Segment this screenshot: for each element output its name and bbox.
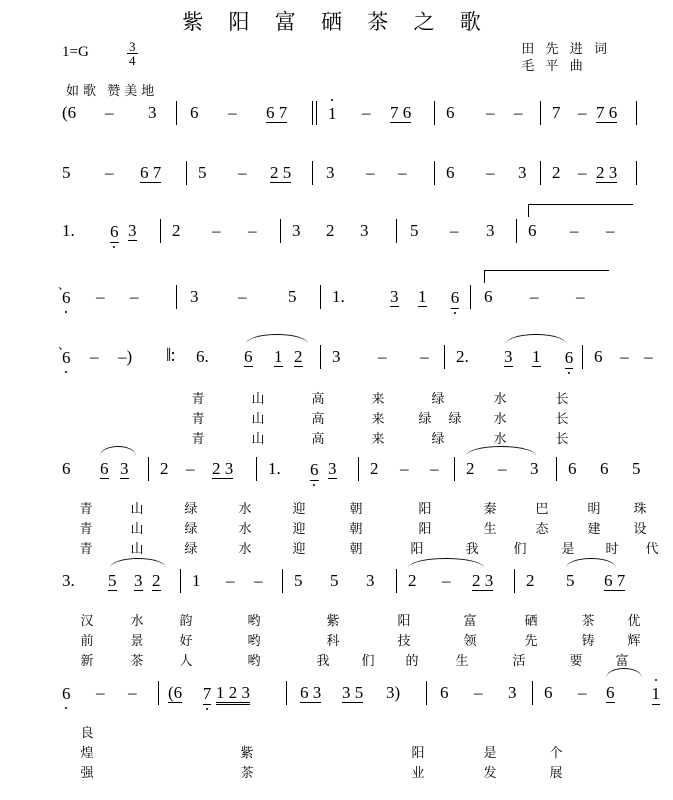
- time-signature: [127, 40, 138, 67]
- barline: [540, 161, 541, 185]
- breath-mark: 、: [58, 278, 71, 292]
- breath-mark: 、: [58, 338, 71, 352]
- slur: [566, 558, 616, 568]
- slur: [100, 446, 136, 456]
- tie-bracket: [484, 270, 609, 283]
- page-title: 紫 阳 富 硒 茶 之 歌: [182, 10, 491, 34]
- barline: [396, 569, 397, 593]
- time-signature-numerator: 3: [129, 39, 136, 54]
- barline: [312, 161, 313, 185]
- lyric-line-1: 青 山 绿 水 迎 朝 阳 秦 巴 明 珠: [79, 501, 647, 516]
- lyric-line-2: 青 山 绿 水 迎 朝 阳 生 态 建 设: [79, 521, 647, 536]
- barline: [256, 457, 257, 481]
- lyric-line-2: 前 景 好 哟 科 技 领 先 铸 辉: [80, 633, 641, 648]
- barline: [636, 101, 637, 125]
- credits: [521, 40, 611, 74]
- slur: [466, 446, 536, 456]
- barline: [186, 161, 187, 185]
- slur: [506, 334, 566, 344]
- lyric-line-3: 青 山 高 来 绿 水 长: [191, 431, 569, 446]
- barline: [434, 101, 435, 125]
- slur: [408, 558, 484, 568]
- system-6: 6 6 3 2 – 2 3 1. 6 3 2 – – 2 – 3 6 6 5: [0, 460, 673, 480]
- time-signature-denominator: 4: [129, 53, 136, 68]
- barline: [426, 681, 427, 705]
- barline: [532, 681, 533, 705]
- barline: [148, 457, 149, 481]
- barline: [540, 101, 541, 125]
- barline: [316, 101, 317, 125]
- barline: [282, 569, 283, 593]
- barline: [176, 101, 177, 125]
- barline: [312, 101, 313, 125]
- system-5: 、 6 – –) ‖: 6. 6 1 2 3 – – 2. 3 1 6 6 – –: [0, 348, 673, 368]
- lyric-line-3: 新 茶 人 哟 我 们 的 生 活 要 富: [80, 653, 629, 668]
- lyric-line-3: 强 茶 业 发 展: [80, 765, 563, 780]
- slur: [606, 668, 642, 678]
- barline: [454, 457, 455, 481]
- slur: [110, 558, 166, 568]
- barline: [176, 285, 177, 309]
- composer-credit: 毛 平 曲: [521, 58, 587, 73]
- barline: [280, 219, 281, 243]
- barline: [470, 285, 471, 309]
- barline: [158, 681, 159, 705]
- barline: [434, 161, 435, 185]
- barline: [556, 457, 557, 481]
- barline: [514, 569, 515, 593]
- barline: [636, 161, 637, 185]
- barline: [516, 219, 517, 243]
- barline: [180, 569, 181, 593]
- system-3: 1. 6 3 2 – – 3 2 3 5 – 3 6 – –: [0, 222, 673, 242]
- lyricist-credit: 田 先 进 词: [521, 41, 611, 56]
- system-1: (6 – 3 6 – 6 7 1 – 7 6 6 – – 7 – 7 6: [0, 104, 673, 124]
- repeat-start: ‖:: [166, 345, 175, 366]
- lyric-line-2: 青 山 高 来 绿 绿 水 长: [191, 411, 569, 426]
- barline: [320, 345, 321, 369]
- tie-bracket: [528, 204, 633, 217]
- lyric-line-1: 良: [80, 725, 94, 740]
- system-8: 6 – – (6 7 1 2 3 6 3 3 5 3) 6 – 3 6 – 6 1: [0, 684, 673, 704]
- barline: [444, 345, 445, 369]
- barline: [582, 345, 583, 369]
- lyric-line-3: 青 山 绿 水 迎 朝 阳 我 们 是 时 代: [79, 541, 659, 556]
- barline: [286, 681, 287, 705]
- barline: [320, 285, 321, 309]
- barline: [358, 457, 359, 481]
- lyric-line-1: 青 山 高 来 绿 水 长: [191, 391, 569, 406]
- barline: [396, 219, 397, 243]
- key-signature: 1=G: [62, 44, 89, 60]
- sheet-music-page: 紫 阳 富 硒 茶 之 歌 1=G $\frac{3}{4}$ 田 先 进 词 毛 平 曲 如歌 赞美地 (6 – 3 6 – 6 7 1 – 7 6 6 – – 7 – 7 6 5 – 6 7 5 – 2 5 3 – – 6 – 3 2 – 2 3 1. 6 3 2 – – 3 2 3 5 – 3 6 – – 、 6 – – 3 – 5 1. 3 1 6 6 – – 、 6 – –) ‖: 6. 6 1 2 3 – – 2. 3 1 6 6 – – 青 山 高 来 绿 水 长 青 山 高 来 绿 绿 水 长 青 山 高 来 绿 水 长 6 6 3 2 – 2 3 1. 6 3 2 – – 2 – 3 6 6 5 青 山 绿 水 迎 朝 阳 秦 巴 明 珠 青 山 绿 水 迎 朝 阳 生 态 建 设 青 山 绿 水 迎 朝 阳 我 们 是 时 代 3. 5 3 2 1 – – 5 5 3 2 – 2 3 2 5 6 7 汉 水 韵 哟 紫 阳 富 硒 茶 优 前 景 好 哟 科 技 领 先 铸 辉 新 茶 人 哟 我 们 的 生 活 要 富 6 – – (6 7 1 2 3 6 3 3 5 3) 6 – 3 6 – 6 1 良 煌 紫 阳 是 个 强 茶 业 发 展: [0, 0, 673, 800]
- lyric-line-2: 煌 紫 阳 是 个: [80, 745, 563, 760]
- expression-marking: 如歌 赞美地: [66, 83, 159, 98]
- system-4: 、 6 – – 3 – 5 1. 3 1 6 6 – –: [0, 288, 673, 308]
- barline: [160, 219, 161, 243]
- slur: [246, 334, 308, 344]
- lyric-line-1: 汉 水 韵 哟 紫 阳 富 硒 茶 优: [80, 613, 641, 628]
